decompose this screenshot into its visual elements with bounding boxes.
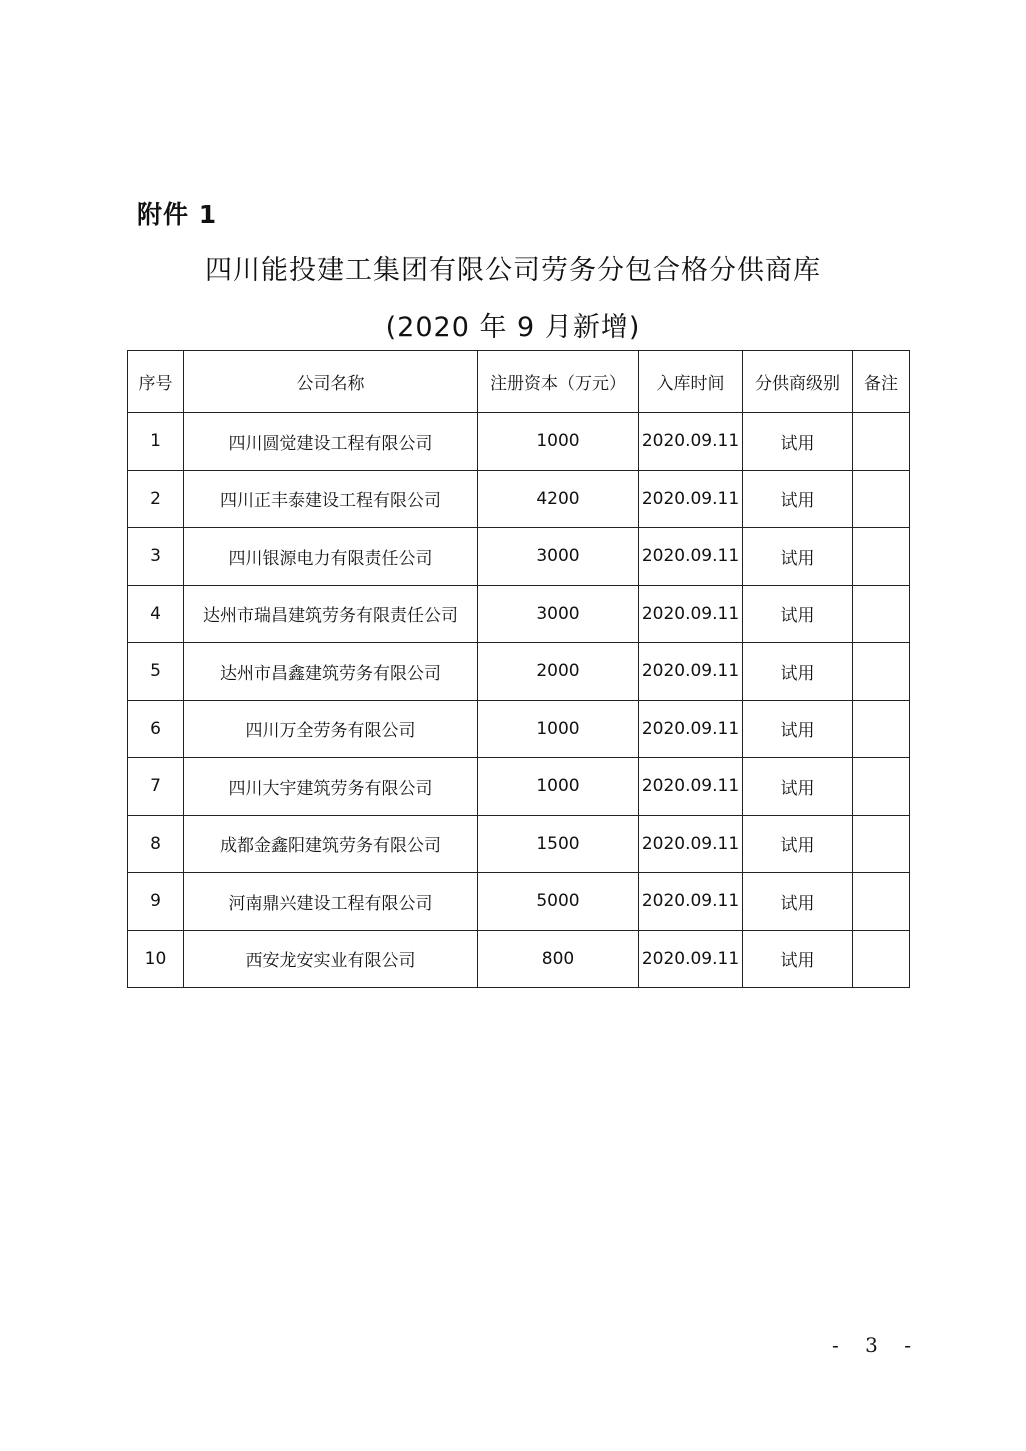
cell-entry-date: 2020.09.11 <box>639 643 743 701</box>
cell-remarks <box>853 528 910 586</box>
cell-company-name: 四川大宇建筑劳务有限公司 <box>184 758 478 816</box>
table-row <box>128 585 910 643</box>
cell-remarks <box>853 413 910 471</box>
cell-supplier-level: 试用 <box>743 528 853 586</box>
cell-supplier-level: 试用 <box>743 758 853 816</box>
page-number: - 3 - <box>832 1333 921 1357</box>
cell-remarks <box>853 643 910 701</box>
table-row <box>128 643 910 701</box>
cell-company-name: 四川万全劳务有限公司 <box>184 700 478 758</box>
cell-remarks <box>853 470 910 528</box>
cell-supplier-level: 试用 <box>743 700 853 758</box>
cell-registered-capital: 1000 <box>478 413 639 471</box>
cell-index: 9 <box>128 873 184 931</box>
cell-entry-date: 2020.09.11 <box>639 930 743 988</box>
cell-supplier-level: 试用 <box>743 470 853 528</box>
table-row <box>128 758 910 816</box>
cell-index: 3 <box>128 528 184 586</box>
cell-supplier-level: 试用 <box>743 873 853 931</box>
supplier-table <box>127 350 910 988</box>
cell-index: 5 <box>128 643 184 701</box>
cell-registered-capital: 5000 <box>478 873 639 931</box>
table-row <box>128 930 910 988</box>
cell-entry-date: 2020.09.11 <box>639 700 743 758</box>
document-title: 四川能投建工集团有限公司劳务分包合格分供商库 <box>205 255 821 286</box>
table-header-row <box>128 351 910 413</box>
cell-index: 7 <box>128 758 184 816</box>
cell-entry-date: 2020.09.11 <box>639 585 743 643</box>
cell-index: 1 <box>128 413 184 471</box>
cell-registered-capital: 1000 <box>478 758 639 816</box>
cell-registered-capital: 2000 <box>478 643 639 701</box>
cell-entry-date: 2020.09.11 <box>639 815 743 873</box>
cell-index: 4 <box>128 585 184 643</box>
cell-entry-date: 2020.09.11 <box>639 470 743 528</box>
cell-supplier-level: 试用 <box>743 585 853 643</box>
cell-supplier-level: 试用 <box>743 643 853 701</box>
cell-remarks <box>853 930 910 988</box>
cell-entry-date: 2020.09.11 <box>639 413 743 471</box>
cell-registered-capital: 1000 <box>478 700 639 758</box>
cell-remarks <box>853 700 910 758</box>
cell-remarks <box>853 873 910 931</box>
cell-company-name: 河南鼎兴建设工程有限公司 <box>184 873 478 931</box>
table-row <box>128 413 910 471</box>
cell-company-name: 四川正丰泰建设工程有限公司 <box>184 470 478 528</box>
table-row <box>128 470 910 528</box>
cell-supplier-level: 试用 <box>743 815 853 873</box>
cell-index: 2 <box>128 470 184 528</box>
header-entry-date: 入库时间 <box>639 351 743 413</box>
cell-supplier-level: 试用 <box>743 413 853 471</box>
cell-company-name: 成都金鑫阳建筑劳务有限公司 <box>184 815 478 873</box>
cell-company-name: 四川圆觉建设工程有限公司 <box>184 413 478 471</box>
cell-registered-capital: 3000 <box>478 585 639 643</box>
table-row <box>128 528 910 586</box>
header-registered-capital: 注册资本（万元） <box>478 351 639 413</box>
cell-remarks <box>853 815 910 873</box>
cell-index: 8 <box>128 815 184 873</box>
cell-registered-capital: 3000 <box>478 528 639 586</box>
cell-company-name: 西安龙安实业有限公司 <box>184 930 478 988</box>
table-row <box>128 815 910 873</box>
cell-registered-capital: 4200 <box>478 470 639 528</box>
cell-company-name: 达州市瑞昌建筑劳务有限责任公司 <box>184 585 478 643</box>
cell-registered-capital: 800 <box>478 930 639 988</box>
attachment-label: 附件 1 <box>137 200 218 229</box>
header-remarks: 备注 <box>853 351 910 413</box>
cell-company-name: 达州市昌鑫建筑劳务有限公司 <box>184 643 478 701</box>
cell-registered-capital: 1500 <box>478 815 639 873</box>
table-row <box>128 700 910 758</box>
table-row <box>128 873 910 931</box>
header-company-name: 公司名称 <box>184 351 478 413</box>
cell-remarks <box>853 585 910 643</box>
document-subtitle: (2020 年 9 月新增) <box>385 312 641 343</box>
cell-entry-date: 2020.09.11 <box>639 758 743 816</box>
cell-supplier-level: 试用 <box>743 930 853 988</box>
header-index: 序号 <box>128 351 184 413</box>
cell-company-name: 四川银源电力有限责任公司 <box>184 528 478 586</box>
cell-index: 10 <box>128 930 184 988</box>
cell-entry-date: 2020.09.11 <box>639 873 743 931</box>
cell-index: 6 <box>128 700 184 758</box>
cell-remarks <box>853 758 910 816</box>
header-supplier-level: 分供商级别 <box>743 351 853 413</box>
cell-entry-date: 2020.09.11 <box>639 528 743 586</box>
